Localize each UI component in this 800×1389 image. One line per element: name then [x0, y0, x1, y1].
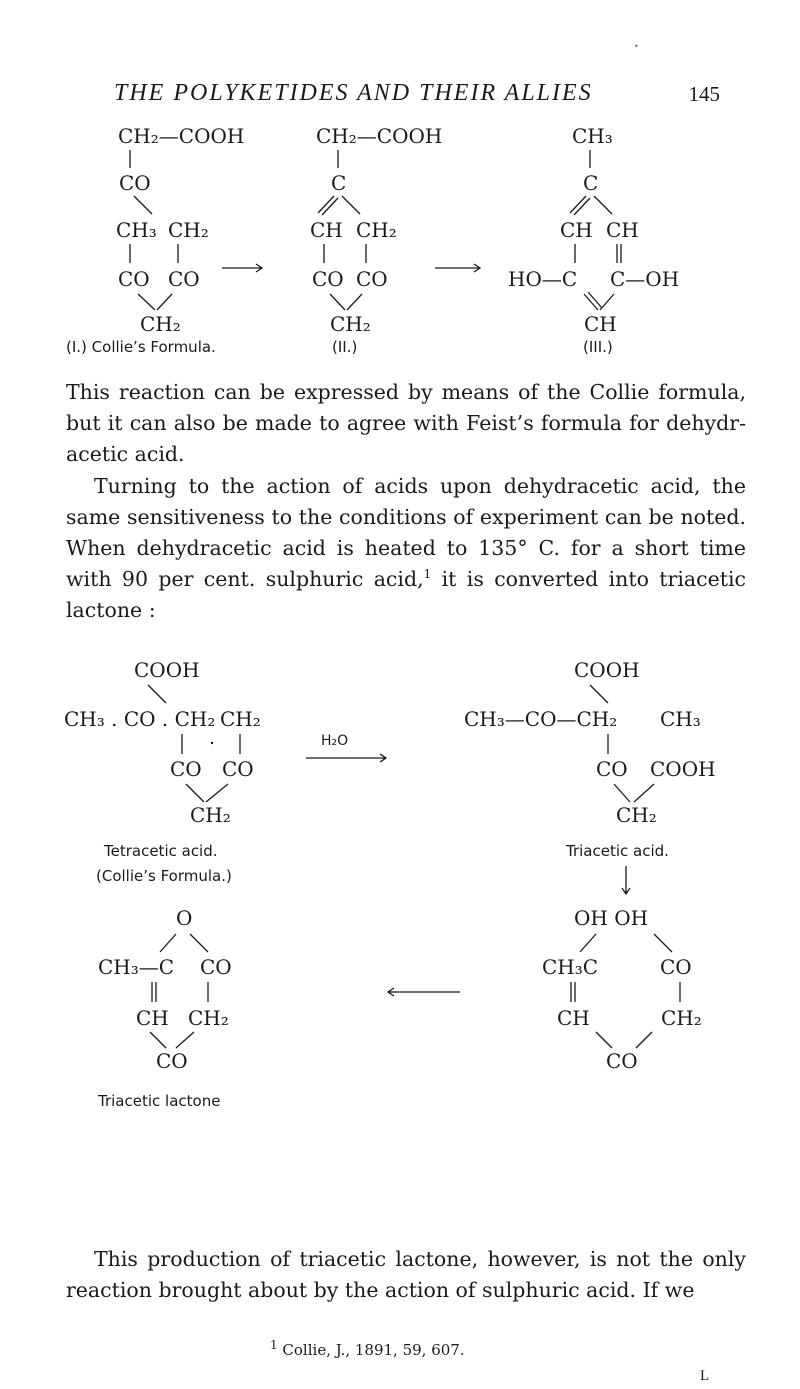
lactone-top: O [176, 906, 193, 930]
footnote-ref: 1 [423, 567, 432, 582]
tetra-bl: CO [170, 757, 202, 781]
reagent-water: H₂O [321, 733, 349, 749]
paragraph-collie-formula: This reaction can be expressed by means of the Collie formula, but it can also be made to agree with Feist’s formula for dehydracetic acid. [66, 380, 746, 466]
lactone-bond-br [176, 1032, 194, 1048]
f1-top: CH₂—COOH [118, 124, 245, 148]
enol-bond-left [580, 934, 596, 952]
lactone-bond-bl [150, 1032, 166, 1048]
f3-carbon: C [583, 171, 599, 195]
f2-left: CH [310, 218, 343, 242]
triacid-bond-bl [614, 784, 630, 802]
tetra-bond-diag [148, 685, 166, 703]
arrow-down [622, 866, 630, 894]
p2-text-after: it is converted into triacetic lactone : [66, 567, 746, 622]
running-head: THE POLYKETIDES AND THEIR ALLIES [114, 80, 593, 106]
triacid-chain: CH₃—CO—CH₂ [464, 707, 618, 731]
f1-left: CH₃ [116, 218, 157, 242]
f2-right: CH₂ [356, 218, 397, 242]
lactone-right: CO [200, 955, 232, 979]
f2-carbon: C [331, 171, 347, 195]
triacid-top: COOH [574, 658, 640, 682]
caption-formula-iii: (III.) [583, 338, 613, 356]
footnote-marker: 1 [270, 1338, 278, 1352]
tetra-bottom: CH₂ [190, 803, 231, 827]
f2-br: CO [356, 267, 388, 291]
triacetic-acid [464, 658, 716, 860]
lactone-bond-left [160, 934, 176, 952]
f3-top: CH₃ [572, 124, 613, 148]
f1-bl: CO [118, 267, 150, 291]
enol-form [542, 906, 702, 1073]
lactone-caption: Triacetic lactone [98, 1092, 221, 1110]
f2-bl: CO [312, 267, 344, 291]
lactone-left: CH₃—C [98, 955, 175, 979]
signature-mark: L [700, 1368, 710, 1384]
tetra-bond-bl [186, 784, 204, 802]
tetra-top: COOH [134, 658, 200, 682]
printer-mark: • [634, 42, 639, 51]
f1-br: CO [168, 267, 200, 291]
lactone-bl: CH [136, 1006, 169, 1030]
triacid-bottom: CH₂ [616, 803, 657, 827]
triacid-bl: CO [596, 757, 628, 781]
tetra-caption-2: (Collie’s Formula.) [96, 867, 232, 885]
enol-right: CO [660, 955, 692, 979]
tetra-br: CO [222, 757, 254, 781]
f3-bottom: CH [584, 312, 617, 336]
enol-bond-br [636, 1032, 652, 1048]
page-number: 145 [688, 82, 720, 106]
f3-br: C—OH [610, 267, 680, 291]
triacid-bond-br [634, 784, 654, 802]
tetra-caption-1: Tetracetic acid. [104, 842, 218, 860]
tetra-bond-br [206, 784, 228, 802]
lactone-bond-right [190, 934, 208, 952]
enol-top: OH OH [574, 906, 649, 930]
f3-bl: HO—C [508, 267, 578, 291]
enol-bond-right [654, 934, 672, 952]
tetra-dot [211, 742, 213, 744]
f1-carbonyl: CO [119, 171, 151, 195]
arrow-hydrolysis [306, 754, 386, 762]
triacid-bond-diag [590, 685, 608, 703]
paragraph-sulphuric: This production of triacetic lactone, however, is not the only reaction brought about by the action of sulphuric acid. If we [66, 1247, 746, 1302]
lactone-br: CH₂ [188, 1006, 229, 1030]
enol-left: CH₃C [542, 955, 599, 979]
enol-bottom: CO [606, 1049, 638, 1073]
enol-br: CH₂ [661, 1006, 702, 1030]
footnote-text: Collie, J., 1891, 59, 607. [282, 1341, 465, 1359]
tetra-right: CH₂ [220, 707, 261, 731]
tetra-chain: CH₃ . CO . CH₂ [64, 707, 216, 731]
f2-bottom: CH₂ [330, 312, 371, 336]
p2-text-before: Turning to the action of acids upon dehydracetic acid, the same sensitiveness to the conditions of experiment can be noted. When dehydracetic acid is heated to 135° C. for a short time with 90 per cent. sulphuric acid, [66, 474, 746, 591]
lactone-bottom: CO [156, 1049, 188, 1073]
enol-bl: CH [557, 1006, 590, 1030]
f3-left: CH [560, 218, 593, 242]
footnote [270, 1338, 465, 1359]
f1-right: CH₂ [168, 218, 209, 242]
triacetic-lactone [97, 906, 232, 1110]
arrow-cyclisation [388, 988, 460, 996]
triacid-caption: Triacetic acid. [566, 842, 669, 860]
caption-formula-i: (I.) Collie’s Formula. [66, 338, 216, 356]
triacid-br: COOH [650, 757, 716, 781]
f2-top: CH₂—COOH [316, 124, 443, 148]
caption-formula-ii: (II.) [332, 338, 358, 356]
tetracetic-acid [64, 658, 261, 885]
f3-right: CH [606, 218, 639, 242]
f1-bottom: CH₂ [140, 312, 181, 336]
triacid-right: CH₃ [660, 707, 701, 731]
enol-bond-bl [596, 1032, 612, 1048]
